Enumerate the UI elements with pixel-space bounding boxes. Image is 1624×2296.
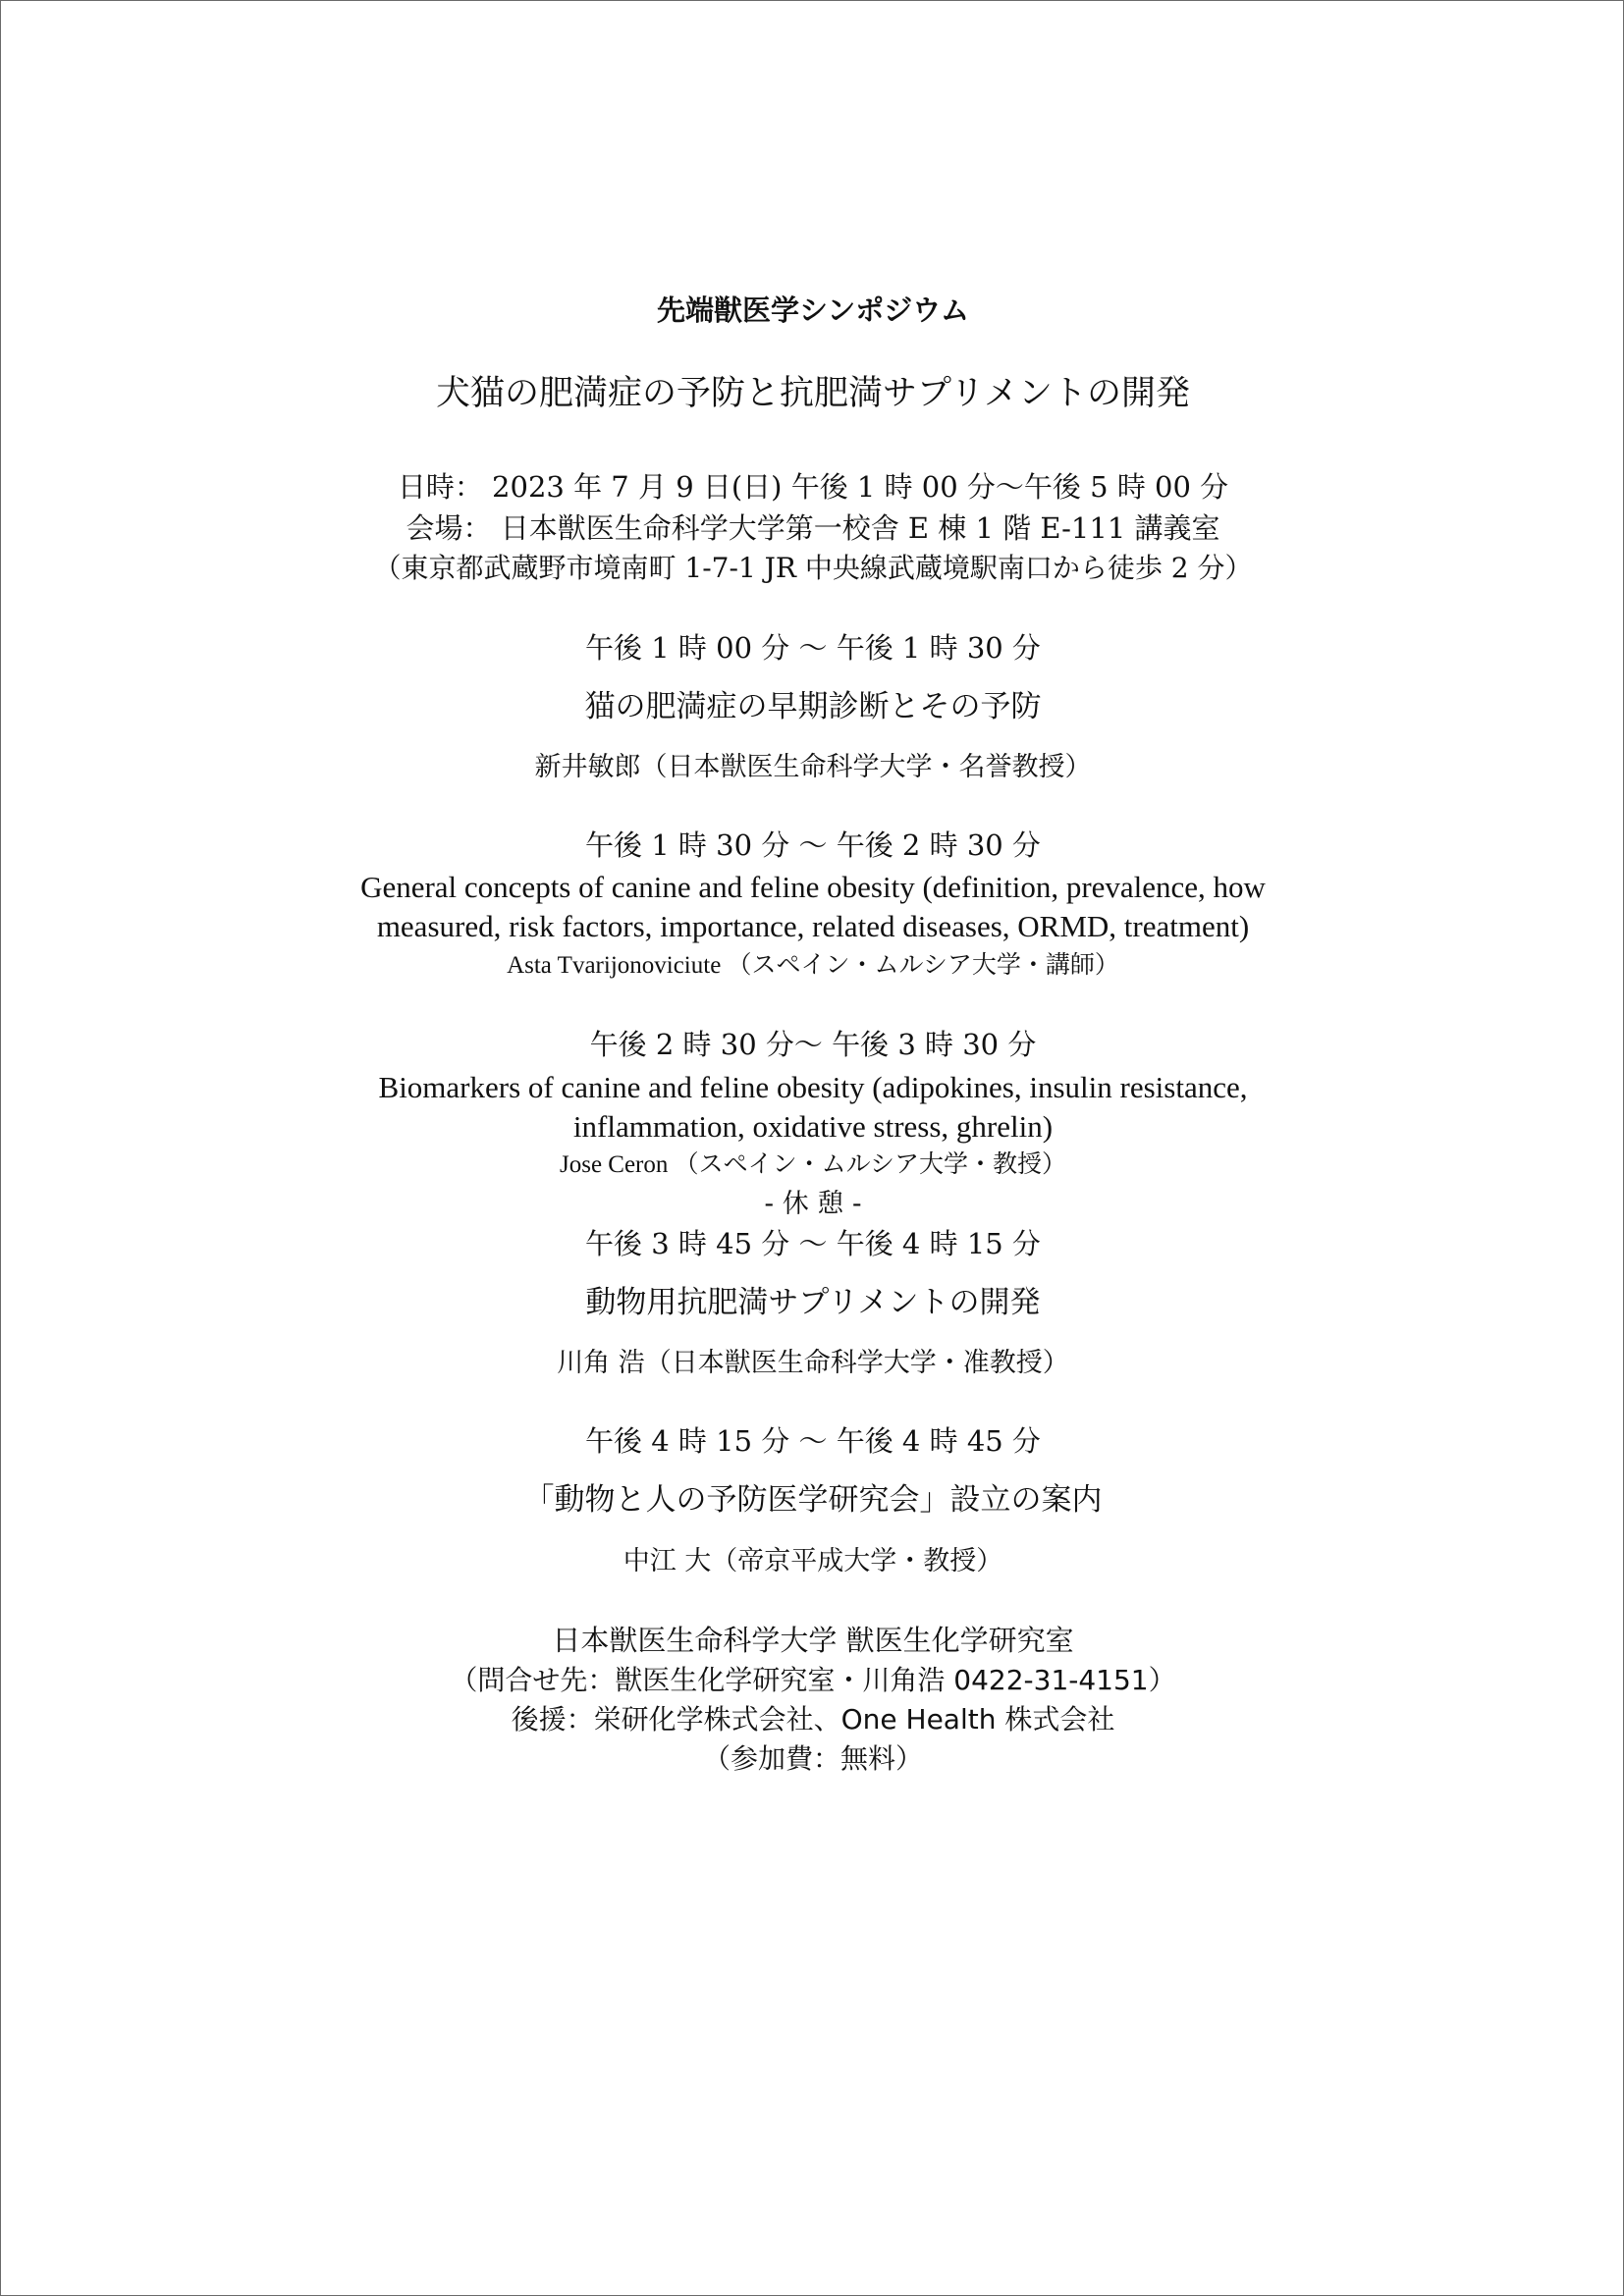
participation-fee: （参加費：無料）: [702, 1742, 923, 1775]
symposium-title: 犬猫の肥満症の予防と抗肥満サプリメントの開発: [436, 374, 1190, 413]
event-address: （東京都武蔵野市境南町 1-7-1 JR 中央線武蔵境駅南口から徒歩 2 分）: [373, 552, 1253, 584]
session-2-title-line1: General concepts of canine and feline obesity (definition, prevalence, how: [360, 870, 1266, 904]
break-label: - 休 憩 -: [764, 1189, 862, 1219]
session-4-title: 動物用抗肥満サプリメントの開発: [585, 1285, 1041, 1320]
organizer: 日本獣医生命科学大学 獣医生化学研究室: [552, 1624, 1074, 1657]
symposium-name: 先端獣医学シンポジウム: [657, 294, 969, 327]
event-datetime: 日時： 2023 年 7 月 9 日(日) 午後 1 時 00 分～午後 5 時 00 分: [397, 470, 1229, 504]
session-3-speaker: Jose Ceron （スペイン・ムルシア大学・教授）: [559, 1151, 1067, 1178]
session-2-speaker: Asta Tvarijonoviciute （スペイン・ムルシア大学・講師）: [507, 952, 1119, 979]
event-venue: 会場： 日本獣医生命科学大学第一校舎 E 棟 1 階 E-111 講義室: [406, 511, 1220, 545]
session-1-title: 猫の肥満症の早期診断とその予防: [584, 689, 1042, 724]
session-5-speaker: 中江 大（帝京平成大学・教授）: [623, 1546, 1003, 1576]
session-4-speaker: 川角 浩（日本獣医生命科学大学・准教授）: [557, 1348, 1069, 1378]
session-1-speaker: 新井敏郎（日本獣医生命科学大学・名誉教授）: [534, 752, 1092, 782]
session-4-time: 午後 3 時 45 分 ～ 午後 4 時 15 分: [585, 1227, 1041, 1260]
session-1-time: 午後 1 時 00 分 ～ 午後 1 時 30 分: [585, 631, 1041, 665]
session-3-title-line2: inflammation, oxidative stress, ghrelin): [572, 1109, 1054, 1144]
sponsor-info: 後援：栄研化学株式会社、One Health 株式会社: [511, 1703, 1115, 1735]
session-2-time: 午後 1 時 30 分 ～ 午後 2 時 30 分: [585, 828, 1041, 862]
contact-info: （問合せ先：獣医生化学研究室・川角浩 0422-31-4151）: [450, 1664, 1176, 1696]
session-3-time: 午後 2 時 30 分～ 午後 3 時 30 分: [589, 1028, 1037, 1061]
session-5-title: 「動物と人の予防医学研究会」設立の案内: [523, 1482, 1103, 1518]
session-3-title-line1: Biomarkers of canine and feline obesity (adipokines, insulin resistance,: [378, 1070, 1248, 1104]
session-2-title-line2: measured, risk factors, importance, related diseases, ORMD, treatment): [376, 909, 1250, 943]
session-5-time: 午後 4 時 15 分 ～ 午後 4 時 45 分: [585, 1424, 1041, 1458]
